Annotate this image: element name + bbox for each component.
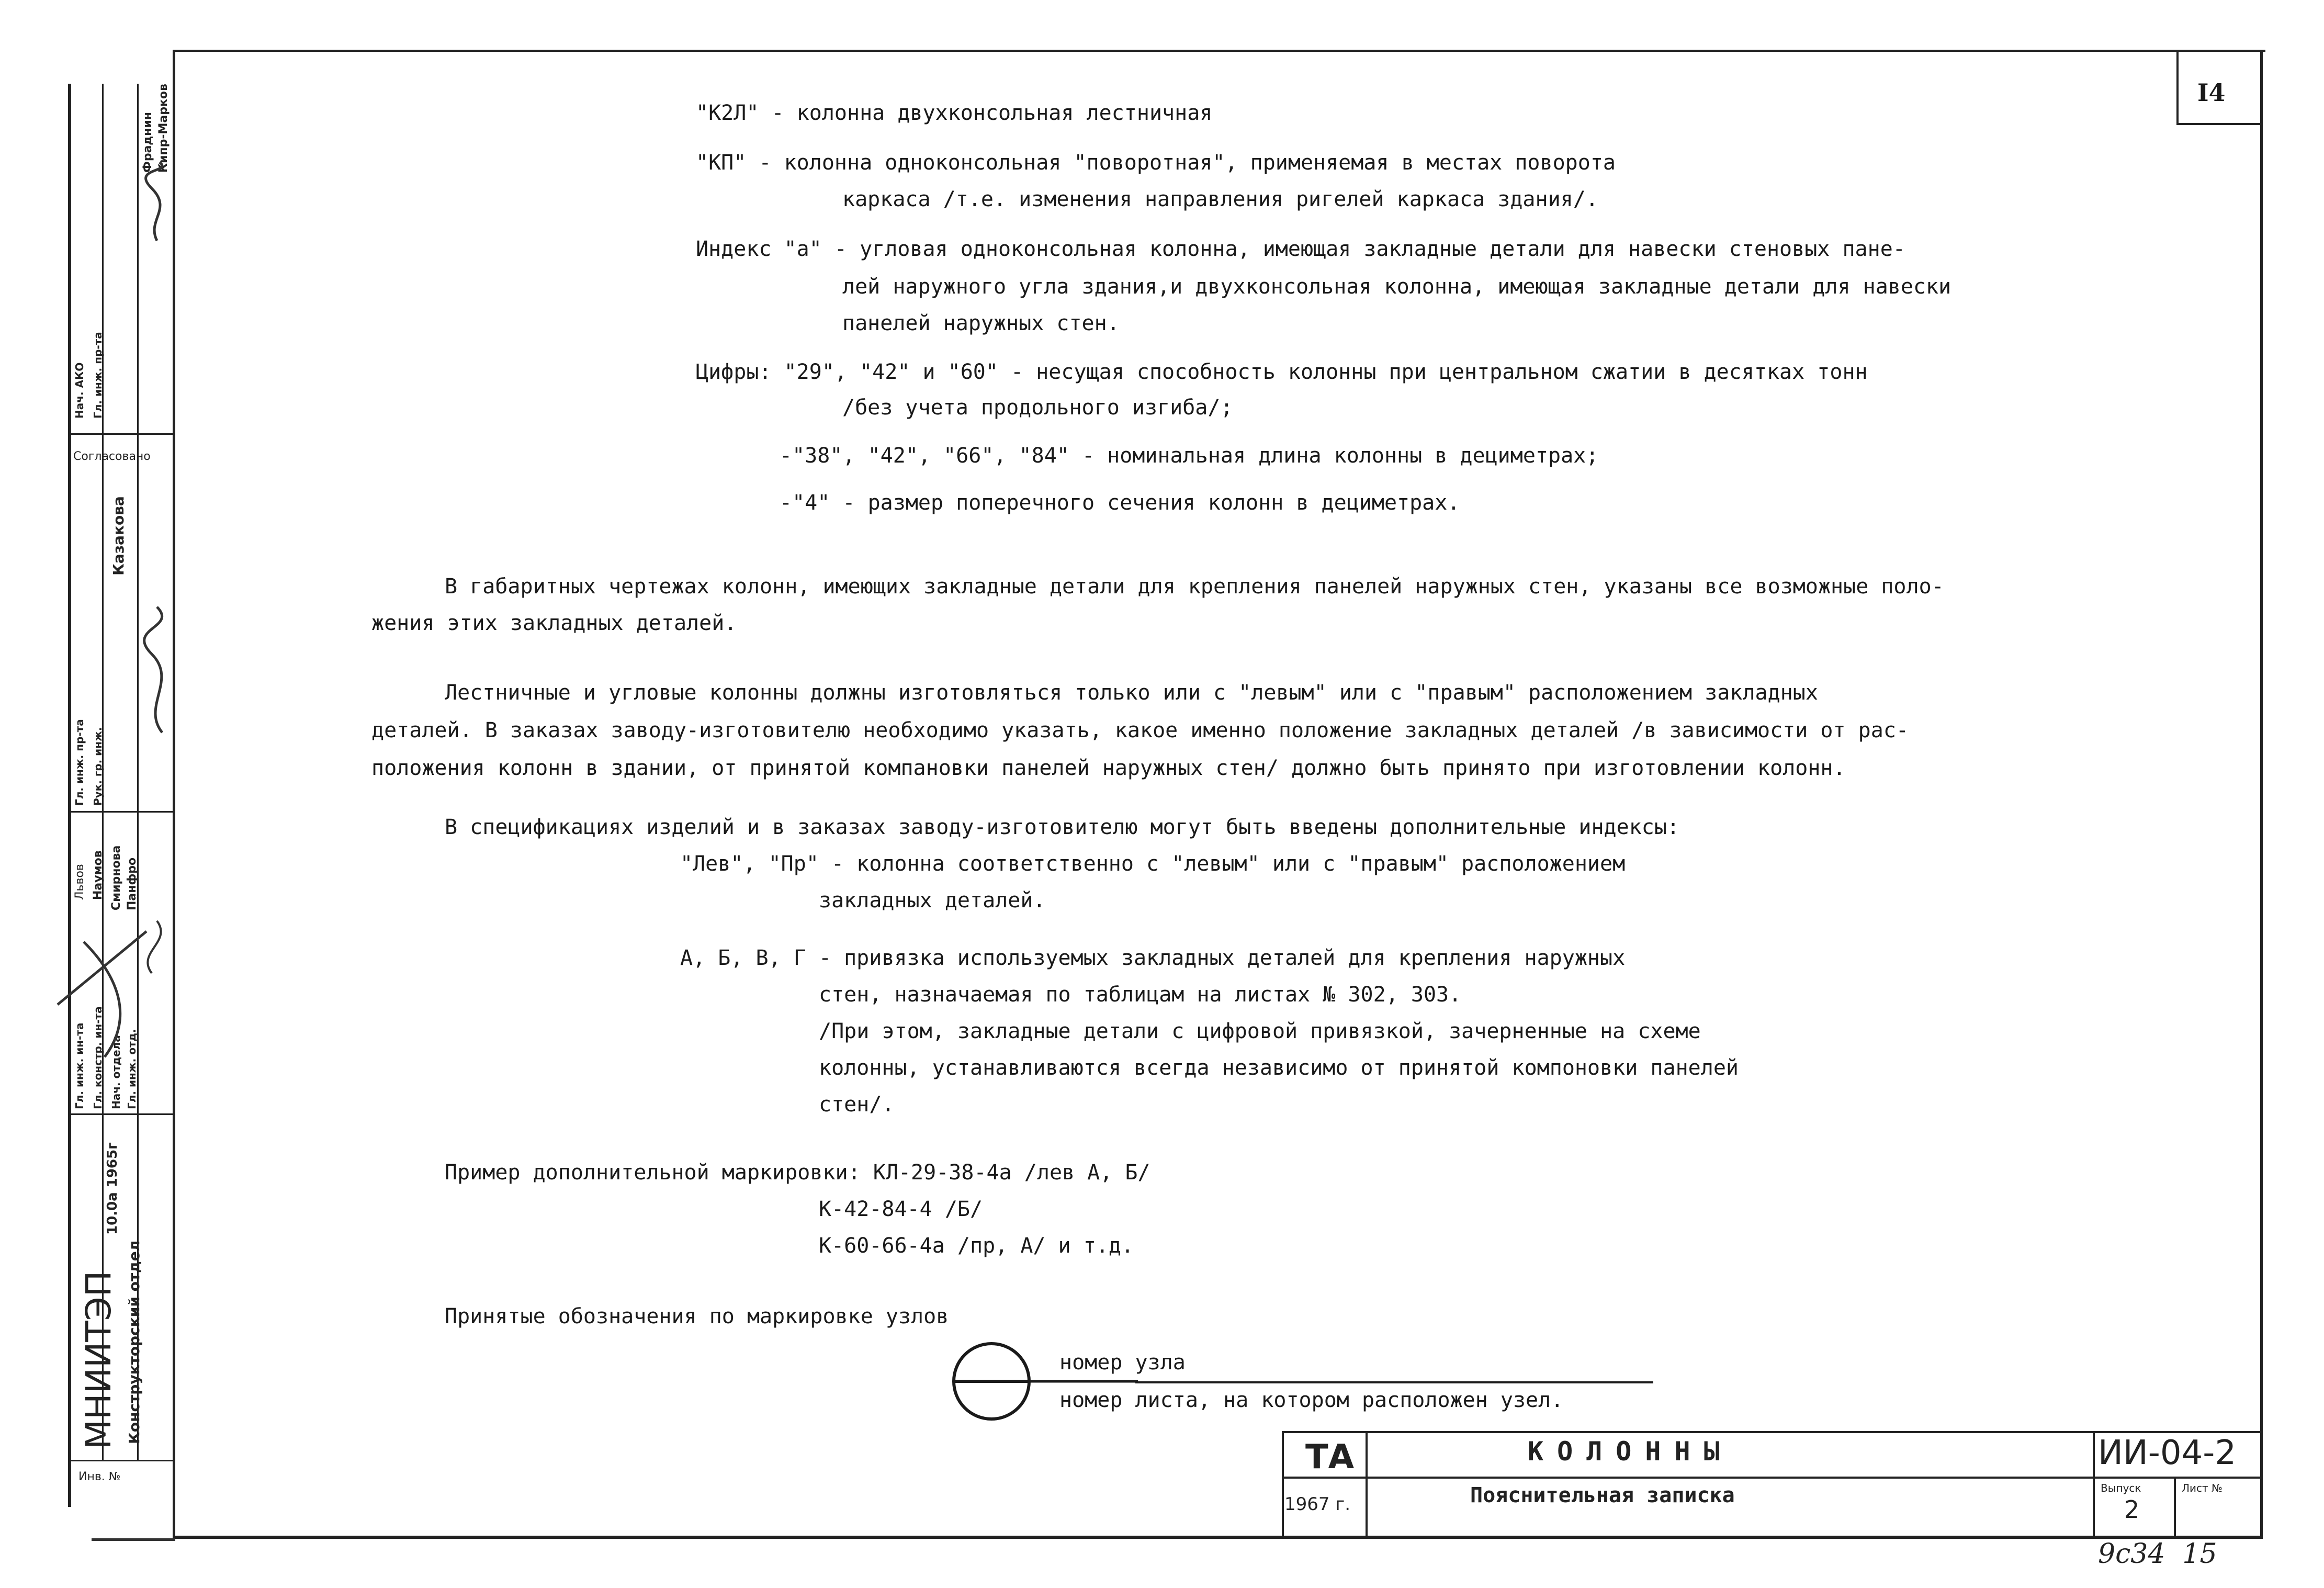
frame-top [173,50,2265,52]
text-line: стен, назначаемая по таблицам на листах № 302, 303. [819,983,1462,1007]
stamp-inv: Инв. № [78,1470,121,1483]
stamp-name-7: Кипр-Марков [157,84,170,173]
text-line: каркаса /т.е. изменения направления ригелей каркаса здания/. [842,187,1598,211]
text-line: деталей. В заказах заводу-изготовителю необходимо указать, какое именно положение закладных деталей /в зависимости от рас- [371,718,1909,742]
fold-mark [92,1538,175,1541]
stamp-role-6: Рук. гр. инж. [92,727,104,806]
signature-marks [52,157,178,1099]
text-line: положения колонн в здании, от принятой компановки панелей наружных стен/ должно быть принято при изготовлении колонн. [371,756,1846,780]
stamp-name-3: Смирнова [110,845,123,910]
stamp-role-1: Гл. инж. ин-та [73,1022,86,1109]
title-org-short: ТА [1305,1438,1355,1477]
text-line: /При этом, закладные детали с цифровой привязкой, зачерненные на схеме [819,1019,1701,1043]
legend-underline [1135,1381,1653,1383]
stamp-name-2: Наумов [92,850,105,900]
sheet-label: Лист № [2182,1482,2223,1494]
text-line: Цифры: "29", "42" и "60" - несущая способность колонны при центральном сжатии в десятках тонн [696,360,1868,384]
node-legend-bottom: номер листа, на котором расположен узел. [1059,1388,1564,1412]
stamp-org: МНИИТЭП [78,1270,119,1449]
stamp-role-8: Гл. инж. пр-та [92,332,104,419]
issue-label: Выпуск [2101,1482,2141,1494]
text-line: Лестничные и угловые колонны должны изготовляться только или с "левым" или с "правым" расположением закладных [445,681,1818,705]
title-year: 1967 г. [1284,1494,1351,1515]
stamp-role-7: Нач. АКО [73,362,86,419]
text-line: "КП" - колонна одноконсольная "поворотная", применяемая в местах поворота [696,151,1616,175]
stamp-name-4: Панфро [126,857,139,910]
stamp-date: 10.0а 1965г [105,1142,120,1235]
frame-right [2260,50,2263,1536]
text-line: К-42-84-4 /Б/ [819,1197,983,1221]
text-line: лей наружного угла здания,и двухконсольная колонна, имеющая закладные детали для навески [842,275,1951,299]
stamp-agreed: Согласовано [73,450,151,463]
text-line: А, Б, В, Г - привязка используемых закладных деталей для крепления наружных [680,946,1626,970]
stamp-name-6: Фраднин [141,112,154,173]
text-line: В спецификациях изделий и в заказах заводу-изготовителю могут быть введены дополнительные индексы: [445,815,1680,839]
text-line: /без учета продольного изгиба/; [842,396,1233,420]
text-line: жения этих закладных деталей. [371,611,737,635]
stamp-dept: Конструкторский отдел [126,1240,143,1444]
text-line: "Лев", "Пр" - колонна соответственно с "левым" или с "правым" расположением [680,852,1626,876]
stamp-role-4: Гл. инж. отд. [126,1029,138,1109]
issue-number: 2 [2124,1495,2140,1524]
text-line: панелей наружных стен. [842,311,1120,335]
stamp-name-5: Казакова [110,496,127,576]
text-line: Принятые обозначения по маркировке узлов [445,1304,949,1328]
page-number: I4 [2197,78,2226,107]
node-legend-top: номер узла [1059,1350,1186,1375]
text-line: К-60-66-4а /пр, А/ и т.д. [819,1234,1134,1258]
text-line: Пример дополнительной маркировки: КЛ-29-38-4а /лев А, Б/ [445,1161,1150,1185]
stamp-role-5: Гл. инж. пр-та [73,719,86,806]
title-subtitle: Пояснительная записка [1470,1483,1735,1507]
text-line: В габаритных чертежах колонн, имеющих закладные детали для крепления панелей наружных стен, указаны все возможные поло- [445,575,1944,599]
text-line: -"38", "42", "66", "84" - номинальная длина колонны в дециметрах; [780,444,1599,468]
stamp-role-3: Нач. отдела [110,1035,122,1109]
text-line: "К2Л" - колонна двухконсольная лестничная [696,101,1213,125]
text-line: закладных деталей. [819,888,1046,913]
frame-bottom [173,1536,2263,1539]
handwritten-ref: 9с34 15 [2098,1538,2217,1570]
title-series: ИИ-04-2 [2098,1434,2237,1472]
text-line: Индекс "а" - угловая одноконсольная колонна, имеющая закладные детали для навески стеновых пане- [696,237,1905,261]
stamp-name-1: Львов [73,864,86,900]
text-line: -"4" - размер поперечного сечения колонн в дециметрах. [780,491,1460,515]
text-line: стен/. [819,1093,895,1117]
stamp-role-2: Гл. констр. ин-та [92,1006,104,1109]
text-line: колонны, устанавливаются всегда независимо от принятой компоновки панелей [819,1056,1739,1080]
title-main: КОЛОННЫ [1528,1436,1733,1467]
